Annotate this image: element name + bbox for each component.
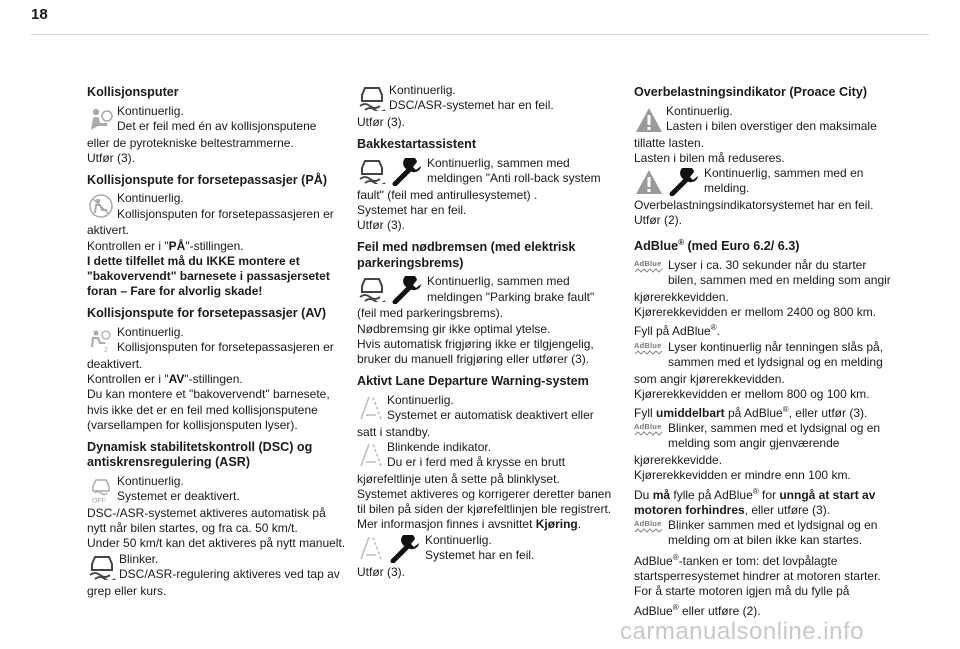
wrench-icon (666, 168, 702, 196)
entry-airbag-fault: Kontinuerlig. Det er feil med én av kollisjonsputene eller de pyrotekniske beltestrammerne. Utfør (3). (87, 103, 317, 165)
dsc-wrench-icons (357, 276, 425, 306)
entry-overload-fault: Kontinuerlig, sammen med en melding. Overbelastningsindikatorsystemet har en feil. Utfør (2). (634, 165, 874, 228)
entry-adblue-3: AdBlue Blinker, sammen med et lydsignal og en melding som angir gjenværende kjørerekkevidde. Kjørerekkevidden er mindre enn 100 km. Du må fylle på AdBlue® for unngå at start av motoren forhindres, eller utføre (3). (634, 421, 881, 517)
column-2 (357, 80, 637, 580)
passenger-airbag-off-icon (87, 327, 115, 357)
dsc-off-icon (87, 476, 115, 506)
footer-watermark: carmanualsonline.info (620, 618, 864, 645)
airbag-warning-icon (87, 106, 115, 136)
entry-overload: Kontinuerlig. Lasten i bilen overstiger den maksimale tillatte lasten. Lasten i bilen må reduseres. (634, 103, 877, 165)
section-title-airbag-off: Kollisjonspute for forsetepassasjer (AV) (87, 306, 327, 321)
page-number: 18 (31, 6, 48, 23)
passenger-airbag-on-icon (87, 193, 115, 223)
adblue-icon: AdBlue (634, 260, 666, 290)
section-title-parking-brake: Feil med nødbremsen (med elektrisk parkeringsbrems) (357, 240, 576, 270)
dsc-skid-icon (357, 158, 387, 184)
entry-airbag-on: Kontinuerlig. Kollisjonsputen for forsetepassasjeren er aktivert. Kontrollen er i "PÅ"-stillingen. I dette tilfellet må du IKKE montere et "bakovervendt" barnesete i passasjersetet foran – Fare for alvorlig skade! (87, 191, 334, 299)
adblue-icon: AdBlue (634, 342, 666, 372)
entry-parking-brake: Kontinuerlig, sammen med meldingen "Parking brake fault" (feil med parkeringsbrems). Nødbremsing gir ikke optimal ytelse. Hvis automatisk frigjøring ikke er tilgjengelig, bruker du manuell frigjøring eller utfører (3). (357, 274, 595, 366)
entry-adblue-4: AdBlue Blinker sammen med et lydsignal og en melding om at bilen ikke kan startes. AdBlue®-tanken er tom: det lovpålagte startsperresystemet hindrer at motoren starter. For å starte motoren igjen må du fylle på AdBlue® eller utføre (2). (634, 518, 881, 618)
section-title-dsc-asr: Dynamisk stabilitetskontroll (DSC) og antiskrensregulering (ASR) (87, 439, 313, 470)
header-rule (31, 34, 929, 35)
warning-wrench-icons (634, 168, 702, 198)
section-title-airbags: Kollisjonsputer (87, 85, 179, 99)
entry-dsc-fault: Kontinuerlig. DSC/ASR-systemet har en feil. Utfør (3). (357, 83, 554, 129)
warning-triangle-icon (634, 106, 664, 136)
lane-departure-icon (357, 535, 385, 561)
warning-triangle-icon (634, 168, 664, 196)
entry-adblue-1: AdBlue Lyser i ca. 30 sekunder når du starter bilen, sammen med en melding som angir kjørerekkevidden. Kjørerekkevidden er mellom 2400 og 800 km. Fyll på AdBlue®. (634, 258, 891, 339)
dsc-skid-icon (357, 85, 387, 115)
section-title-airbag-on: Kollisjonspute for forsetepassasjer (PÅ) (87, 172, 328, 187)
entry-lane-standby: Kontinuerlig. Systemet er automatisk deaktivert eller satt i standby. (357, 392, 594, 439)
wrench-icon (389, 276, 425, 304)
entry-airbag-off: 2 Kontinuerlig. Kollisjonsputen for forsetepassasjeren er deaktivert. Kontrollen er i "AV"-stillingen. Du kan montere et "bakovervendt" barnesete, hvis ikke det er en feil med kollisjonsputene (varsellampen for kollisjonsputen lyser). (87, 324, 334, 432)
lane-departure-icon (357, 395, 385, 425)
svg-text:OFF: OFF (92, 497, 106, 504)
lane-wrench-icons (357, 535, 423, 565)
wrench-icon (387, 535, 423, 563)
column-1 (87, 80, 367, 599)
dsc-skid-icon (357, 276, 387, 302)
entry-adblue-2: AdBlue Lyser kontinuerlig når tenningen slås på, sammen med et lydsignal og en melding som angir kjørerekkevidden. Kjørerekkevidden er mellom 800 og 100 km. Fyll umiddelbart på AdBlue®, eller utfør (3). (634, 339, 884, 421)
lane-departure-icon (357, 442, 385, 472)
section-title-lane-departure: Aktivt Lane Departure Warning-system (357, 374, 589, 389)
adblue-icon: AdBlue (634, 520, 666, 550)
entry-hill-start: Kontinuerlig, sammen med meldingen "Anti roll-back system fault" (feil med antirullesystemet) . Systemet har en feil. Utfør (3). (357, 155, 601, 233)
entry-lane-fault: Kontinuerlig. Systemet har en feil. Utfør (3). (357, 532, 535, 579)
dsc-skid-icon (87, 554, 117, 584)
dsc-wrench-icons (357, 158, 425, 188)
column-3 (634, 80, 914, 619)
section-title-adblue: AdBlue® (med Euro 6.2/ 6.3) (634, 238, 800, 254)
entry-lane-blink: Blinkende indikator. Du er i ferd med å krysse en brutt kjørefeltlinje uten å sette på blinklyset. Systemet aktiveres og korrigerer deretter banen til bilen på siden der kjørefeltlinjen ble registrert. Mer informasjon finnes i avsnittet Kjøring. (357, 439, 612, 532)
section-title-hill-start: Bakkestartassistent (357, 137, 477, 152)
entry-dsc-blink: Blinker. DSC/ASR-regulering aktiveres ved tap av grep eller kurs. (87, 551, 340, 598)
entry-dsc-off: OFF Kontinuerlig. Systemet er deaktivert. DSC-/ASR-systemet aktiveres automatisk på nytt når bilen startes, og fra ca. 50 km/t. Under 50 km/t kan det aktiveres på nytt manuelt. (87, 473, 346, 551)
wrench-icon (389, 158, 425, 186)
svg-text:2: 2 (104, 346, 108, 353)
section-title-overload: Overbelastningsindikator (Proace City) (634, 85, 868, 99)
adblue-icon: AdBlue (634, 423, 666, 453)
